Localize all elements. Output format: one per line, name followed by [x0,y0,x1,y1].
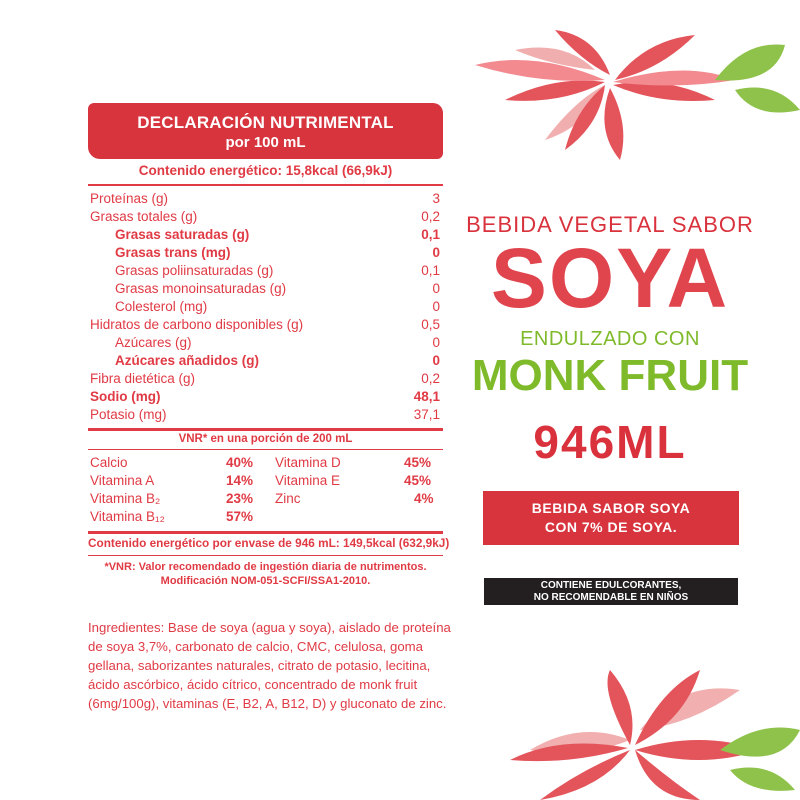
vitamin-value: 45% [404,455,432,470]
footnote-norm: Modificación NOM-051-SCFI/SSA1-2010. [160,575,371,587]
vitamin-value: 57% [226,509,254,524]
red-leaves-bottom-illustration [500,650,800,800]
ingredients-text: Ingredientes: Base de soya (agua y soya), aislado de proteína de soya 3,7%, carbonato de calcio, CMC, celulosa, goma gellana, saborizantes naturales, citrato de potasio, lecitina, ácido ascórbico, ácido cítrico, concentrado de monk fruit (6mg/100g), vitaminas (E, B2, A, B12, D) y gluconato de zinc. [88,620,451,711]
vitamin-value: 23% [226,491,254,506]
nutrition-header [88,103,443,159]
vitamin-label: Vitamina A [90,473,155,488]
vitamin-label: Vitamina B₂ [90,491,161,506]
nutrient-row: Proteínas (g) 3 [90,191,440,206]
nutrition-subtitle: por 100 mL [225,134,306,151]
nutrient-row: Azúcares (g) 0 [115,335,440,350]
warning-line1: CONTIENE EDULCORANTES, [540,580,682,591]
nutrient-row: Grasas totales (g) 0,2 [90,209,440,224]
footnote-vnr: *VNR: Valor recomendado de ingestión diaria de nutrimentos. [104,561,427,573]
vitamin-label: Zinc [275,491,301,506]
nutrient-row: Grasas trans (mg) 0 [115,245,440,260]
nutrient-row: Colesterol (mg) 0 [115,299,440,314]
product-volume: 946ML [533,416,687,468]
nutrient-row: Potasio (mg) 37,1 [90,407,440,422]
soy-content-box [483,491,739,545]
red-leaves-top-illustration [455,30,800,160]
energy-per-package: Contenido energético por envase de 946 mL: 149,5kcal (632,9kJ) [88,536,450,550]
divider [88,428,443,431]
divider [88,449,443,450]
warning-line2: NO RECOMENDABLE EN NIÑOS [533,592,689,603]
nutrient-row: Sodio (mg) 48,1 [90,389,440,404]
soy-box-line1: BEBIDA SABOR SOYA [531,500,691,516]
vitamin-label: Vitamina B₁₂ [90,509,165,524]
vnr-header: VNR* en una porción de 200 mL [178,433,353,445]
vitamin-label: Vitamina E [275,473,341,488]
nutrition-title: DECLARACIÓN NUTRIMENTAL [137,113,394,132]
nutrient-row: Fibra dietética (g) 0,2 [90,371,440,386]
energy-per-100ml: Contenido energético: 15,8kcal (66,9kJ) [138,163,393,178]
sweetener-name: MONK FRUIT [471,351,749,400]
nutrient-row: Grasas poliinsaturadas (g) 0,1 [115,263,440,278]
vitamin-value: 45% [404,473,432,488]
divider [88,531,443,534]
sweetener-warning-box [484,578,738,605]
sweetened-with-label: ENDULZADO CON [520,328,700,350]
vitamin-value: 4% [414,491,434,506]
nutrient-row: Grasas monoinsaturadas (g) 0 [115,281,440,296]
nutrient-row: Hidratos de carbono disponibles (g) 0,5 [90,317,440,332]
vitamin-label: Vitamina D [275,455,341,470]
nutrient-row: Grasas saturadas (g) 0,1 [115,227,440,242]
nutrient-row: Azúcares añadidos (g) 0 [115,353,440,368]
soy-box-line2: CON 7% DE SOYA. [544,519,678,535]
vitamin-label: Calcio [90,455,128,470]
divider [88,184,443,186]
product-name: SOYA [490,231,730,325]
divider [88,555,443,556]
vitamin-value: 40% [226,455,254,470]
vitamin-value: 14% [226,473,254,488]
product-subtitle: BEBIDA VEGETAL SABOR [466,212,754,237]
